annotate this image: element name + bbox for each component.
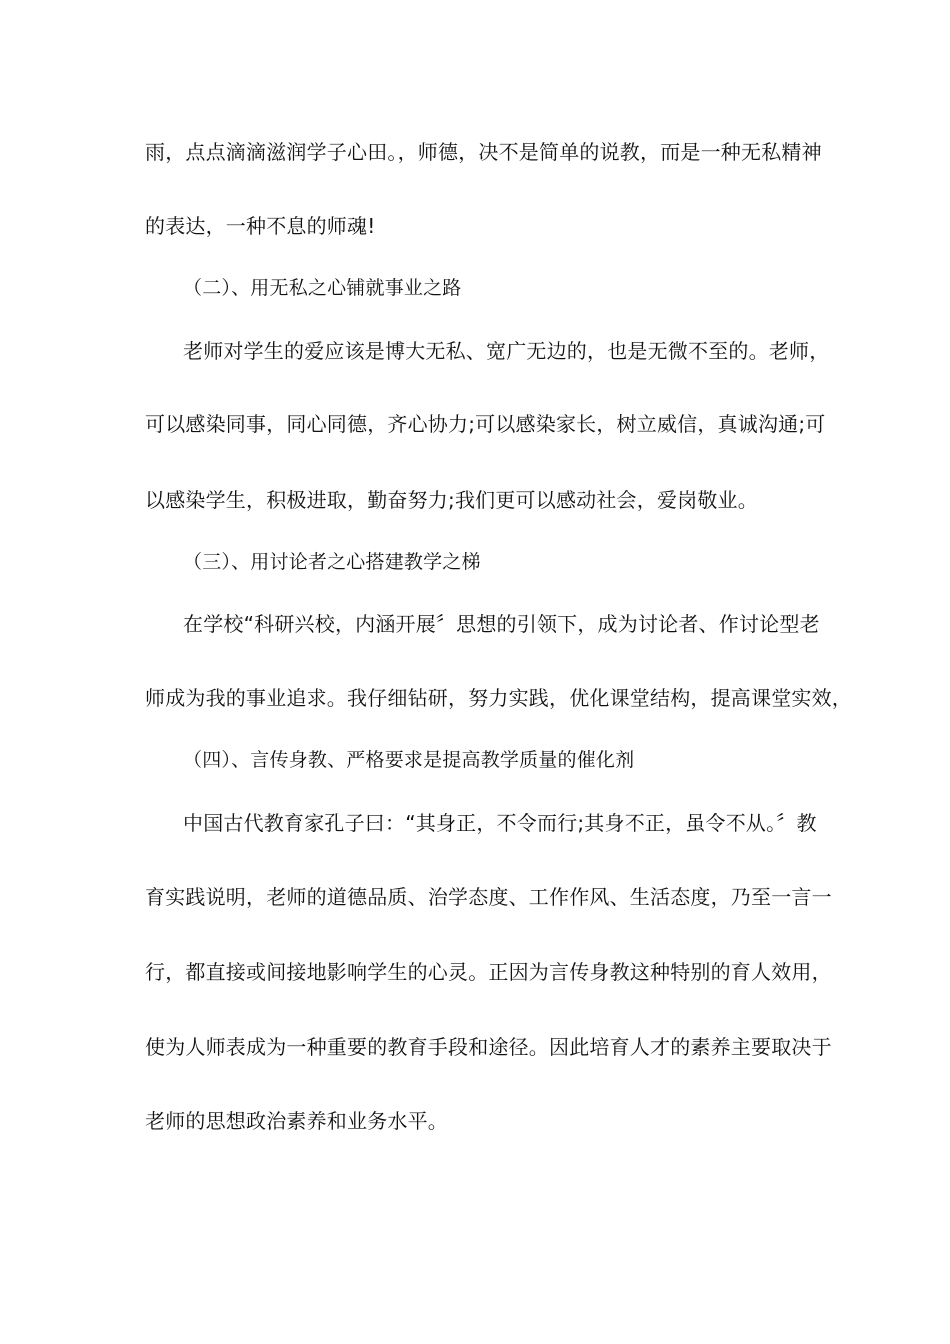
paragraph-line-12: 老师的思想政治素养和业务水平。 <box>145 1109 448 1133</box>
paragraph-line-8: 中国古代教育家孔子曰：“其身正，不令而行;其身不正，虽令不从。〞教 <box>183 811 817 835</box>
section-heading-4: （四）、言传身教、严格要求是提高教学质量的催化剂 <box>183 749 635 771</box>
section-heading-3: （三）、用讨论者之心搭建教学之梯 <box>183 551 481 573</box>
paragraph-line-2: 的表达，一种不息的师魂! <box>145 214 376 238</box>
paragraph-line-11: 使为人师表成为一种重要的教育手段和途径。因此培育人才的素养主要取决于 <box>145 1035 832 1059</box>
paragraph-line-6: 在学校“科研兴校，内涵开展〞思想的引领下，成为讨论者、作讨论型老 <box>183 612 820 636</box>
paragraph-line-3: 老师对学生的爱应该是博大无私、宽广无边的，也是无微不至的。老师， <box>183 339 830 363</box>
paragraph-line-7: 师成为我的事业追求。我仔细钻研，努力实践，优化课堂结构，提高课堂实效， <box>145 686 852 710</box>
paragraph-line-10: 行，都直接或间接地影响学生的心灵。正因为言传身教这种特别的育人效用， <box>145 960 832 984</box>
section-heading-2: （二）、用无私之心铺就事业之路 <box>183 277 462 299</box>
paragraph-line-1: 雨，点点滴滴滋润学子心田。，师德，决不是简单的说教，而是一种无私精神 <box>145 140 822 164</box>
paragraph-line-5: 以感染学生，积极进取，勤奋努力;我们更可以感动社会，爱岗敬业。 <box>145 488 758 512</box>
paragraph-line-4: 可以感染同事，同心同德，齐心协力;可以感染家长，树立威信，真诚沟通;可 <box>145 412 826 436</box>
paragraph-line-9: 育实践说明，老师的道德品质、治学态度、工作作风、生活态度，乃至一言一 <box>145 885 832 909</box>
